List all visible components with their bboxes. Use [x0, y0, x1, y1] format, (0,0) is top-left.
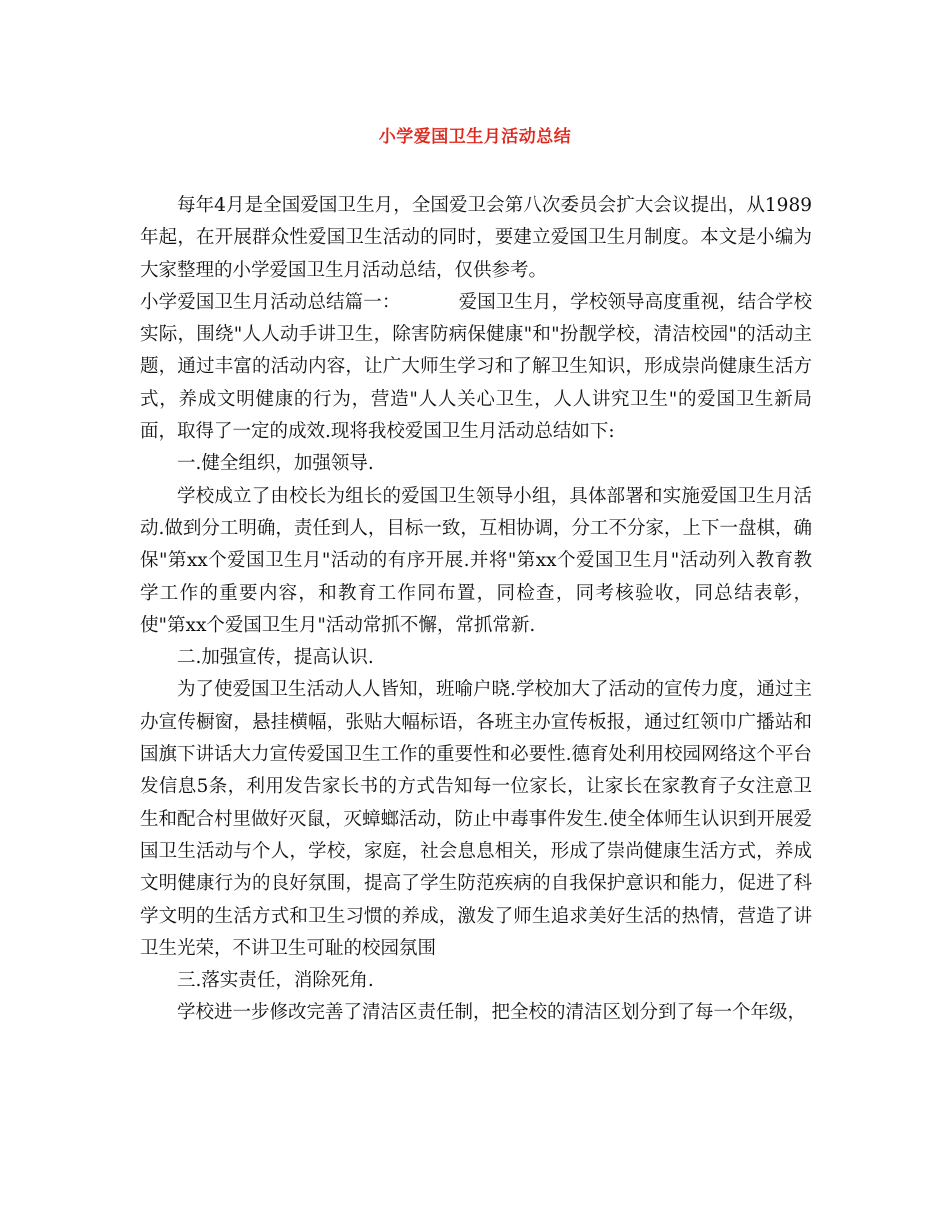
section-heading-2: 二.加强宣传，提高认识. — [177, 647, 374, 669]
section-paragraph-1: 学校成立了由校长为组长的爱国卫生领导小组，具体部署和实施爱国卫生月活动.做到分工明确，责任到人，目标一致，互相协调，分工不分家，上下一盘棋，确保"第xx个爱国卫生月"活动的有序开展.并将"第xx个爱国卫生月"活动列入教育教学工作的重要内容，和教育工作同布置，同检查，同考核验收，同总结表彰，使"第xx个爱国卫生月"活动常抓不懈，常抓常新. — [140, 485, 812, 636]
section-paragraph-2: 为了使爱国卫生活动人人皆知，班喻户晓.学校加大了活动的宣传力度，通过主办宣传橱窗，悬挂横幅，张贴大幅标语，各班主办宣传板报，通过红领巾广播站和国旗下讲话大力宣传爱国卫生工作的重要性和必要性.德育处利用校园网络这个平台发信息5条，利用发告家长书的方式告知每一位家长，让家长在家教育子女注意卫生和配合村里做好灭鼠，灭蟑螂活动，防止中毒事件发生.使全体师生认识到开展爱国卫生活动与个人，学校，家庭，社会息息相关，形成了崇尚健康生活方式，养成文明健康行为的良好氛围，提高了学生防范疾病的自我保护意识和能力，促进了科学文明的生活方式和卫生习惯的养成，激发了师生追求美好生活的热情，营造了讲卫生光荣，不讲卫生可耻的校园氛围 — [140, 679, 812, 959]
intro-paragraph: 每年4月是全国爱国卫生月，全国爱卫会第八次委员会扩大会议提出，从1989年起，在开展群众性爱国卫生活动的同时，要建立爱国卫生月制度。本文是小编为大家整理的小学爱国卫生月活动总结，仅供参考。 — [140, 195, 812, 281]
document-title: 小学爱国卫生月活动总结 — [378, 127, 572, 147]
section-heading-3: 三.落实责任，消除死角. — [177, 970, 374, 992]
part-one-text: 爱国卫生月，学校领导高度重视，结合学校实际，围绕"人人动手讲卫生，除害防病保健康"和"扮靓学校，清洁校园"的活动主题，通过丰富的活动内容，让广大师生学习和了解卫生知识，形成崇尚健康生活方式，养成文明健康的行为，营造"人人关心卫生，人人讲究卫生"的爱国卫生新局面，取得了一定的成效.现将我校爱国卫生月活动总结如下: — [140, 291, 812, 443]
document-body — [140, 190, 812, 1030]
section-heading-1: 一.健全组织，加强领导. — [177, 453, 374, 475]
section-paragraph-3: 学校进一步修改完善了清洁区责任制，把全校的清洁区划分到了每一个年级， — [177, 1002, 807, 1024]
part-one-paragraph — [140, 287, 812, 448]
part-one-label: 小学爱国卫生月活动总结篇一： — [140, 291, 401, 313]
